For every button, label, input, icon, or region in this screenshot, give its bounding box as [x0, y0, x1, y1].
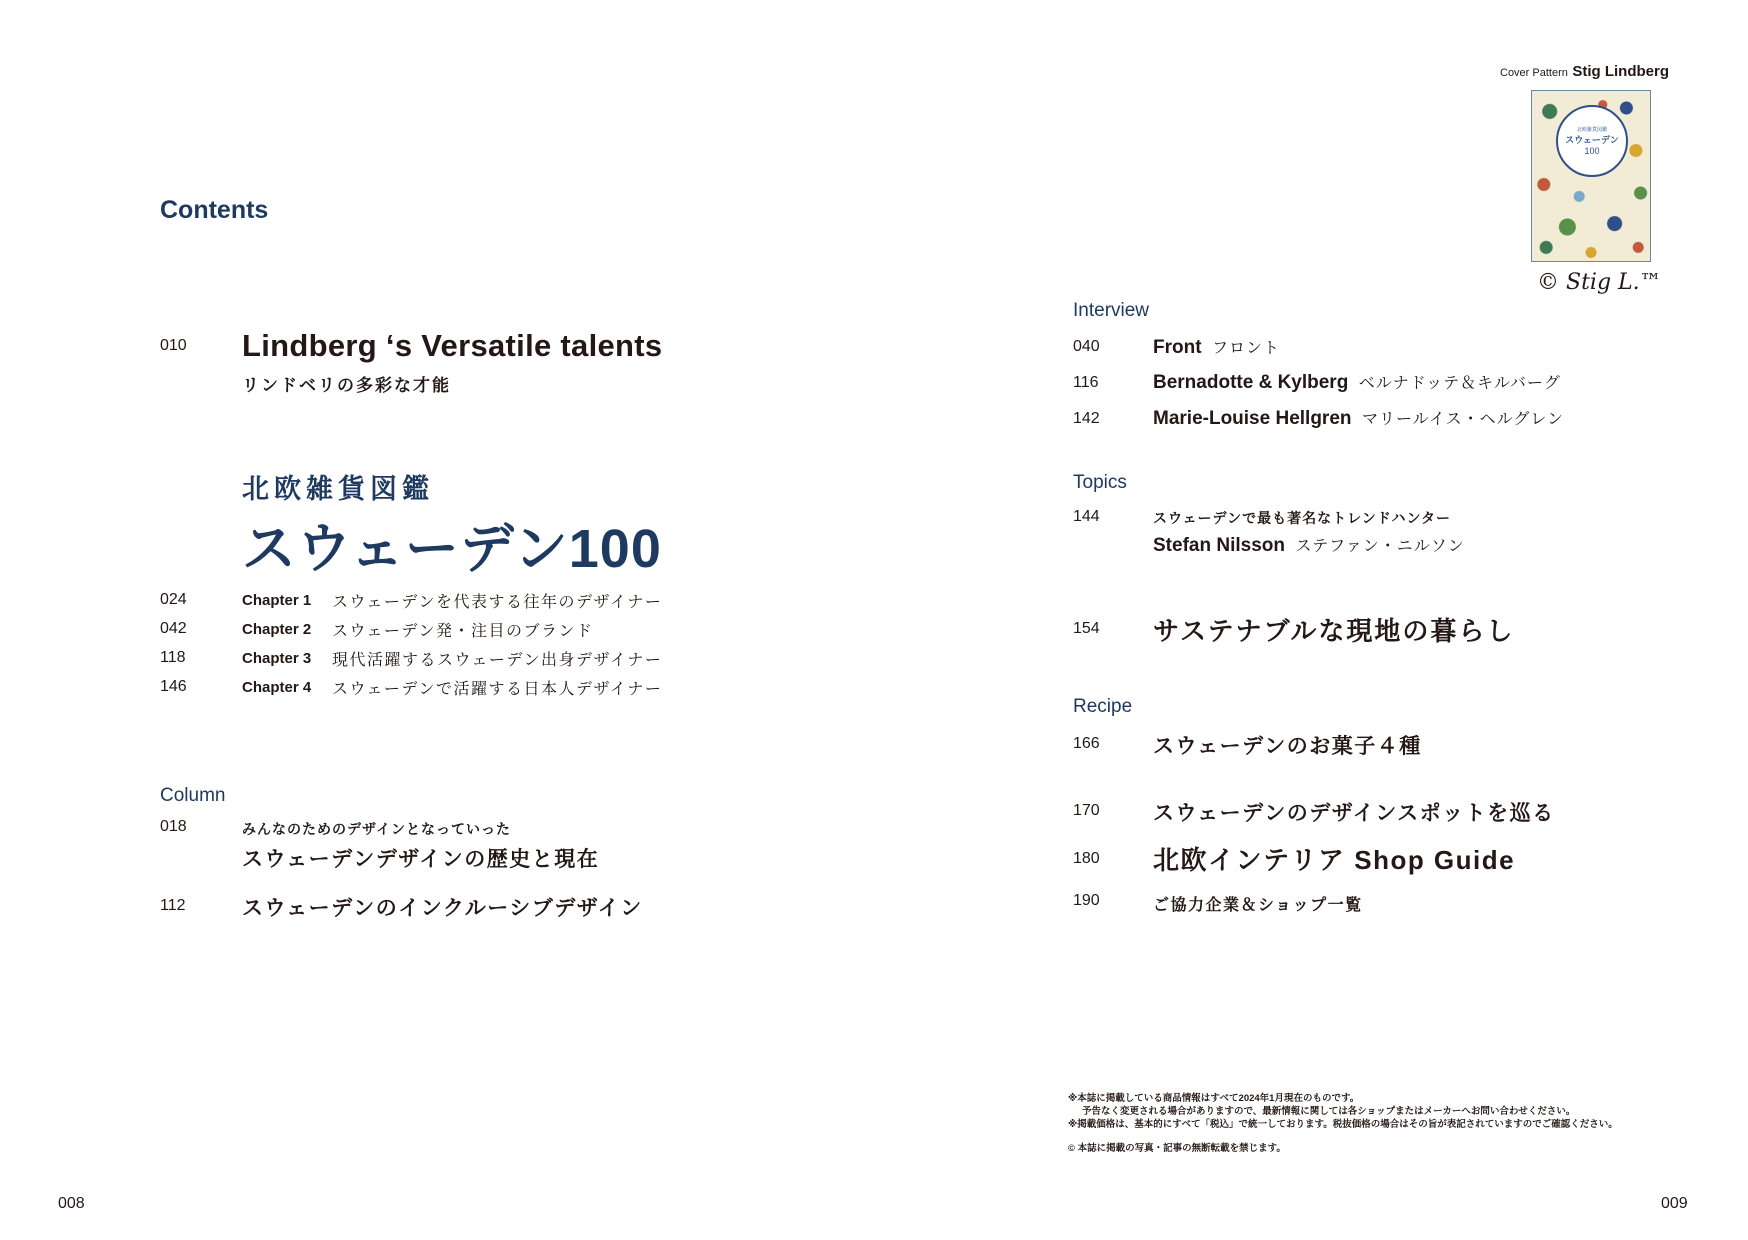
cover-credit-label: Cover Pattern	[1500, 67, 1568, 79]
chapter-row[interactable]	[160, 618, 594, 640]
chapter-title: スウェーデンで活躍する日本人デザイナー	[332, 680, 663, 698]
chapter-page: 118	[160, 649, 186, 666]
contents-heading: Contents	[160, 196, 269, 224]
chapter-page: 042	[160, 620, 187, 637]
chapter-page: 024	[160, 591, 187, 608]
page-number-left: 008	[58, 1195, 85, 1212]
interview-page-number[interactable]: 142	[1073, 410, 1100, 427]
recipe-page-number[interactable]: 166	[1073, 735, 1100, 752]
interview-item[interactable]	[1153, 406, 1564, 430]
recipe-title[interactable]: スウェーデンのお菓子４種	[1153, 735, 1422, 758]
other-page-number[interactable]: 180	[1073, 850, 1100, 867]
chapter-row[interactable]	[160, 647, 662, 669]
cover-credit-name: Stig Lindberg	[1572, 63, 1669, 80]
column-title[interactable]: スウェーデンデザインの歴史と現在	[242, 848, 600, 871]
column-page-number[interactable]: 112	[160, 897, 186, 914]
chapter-row[interactable]	[160, 676, 662, 698]
cover-credit	[1500, 63, 1669, 81]
cover-thumbnail	[1531, 90, 1651, 262]
interview-page-number[interactable]: 040	[1073, 338, 1100, 355]
interview-name: Bernadotte & Kylberg	[1153, 372, 1349, 393]
book-main-title: スウェーデン100	[242, 519, 662, 579]
chapter-label: Chapter 3	[242, 649, 312, 667]
topics-heading: Topics	[1073, 472, 1127, 493]
column-title[interactable]: スウェーデンのインクルーシブデザイン	[242, 897, 643, 920]
topics-kicker: スウェーデンで最も著名なトレンドハンター	[1153, 510, 1451, 526]
interview-item[interactable]	[1153, 335, 1280, 359]
other-page-number[interactable]: 170	[1073, 802, 1100, 819]
feature-title[interactable]: Lindberg ‘s Versatile talents	[242, 328, 663, 363]
other-title[interactable]: 北欧インテリア Shop Guide	[1153, 845, 1516, 875]
chapter-label: Chapter 4	[242, 678, 312, 696]
column-heading: Column	[160, 785, 226, 806]
chapter-label: Chapter 1	[242, 591, 312, 609]
other-title[interactable]: ご協力企業＆ショップ一覧	[1153, 897, 1363, 914]
recipe-heading: Recipe	[1073, 696, 1133, 717]
cover-signature: © Stig L.™	[1537, 270, 1662, 295]
topics-item[interactable]	[1153, 533, 1465, 557]
interview-heading: Interview	[1073, 300, 1150, 321]
copyright-note: © 本誌に掲載の写真・記事の無断転載を禁じます。	[1068, 1143, 1286, 1154]
topics-kana: ステファン・ニルソン	[1295, 538, 1465, 555]
chapter-title: スウェーデンを代表する往年のデザイナー	[332, 593, 663, 611]
other-title[interactable]: スウェーデンのデザインスポットを巡る	[1153, 802, 1555, 825]
book-series-title: 北欧雑貨図鑑	[242, 474, 434, 504]
column-page-number[interactable]: 018	[160, 818, 187, 835]
interview-name: Marie-Louise Hellgren	[1153, 408, 1352, 429]
chapter-title: スウェーデン発・注目のブランド	[332, 622, 594, 640]
chapter-page: 146	[160, 678, 187, 695]
topics-name: Stefan Nilsson	[1153, 535, 1285, 556]
other-page-number[interactable]: 190	[1073, 892, 1100, 909]
chapter-row[interactable]	[160, 589, 662, 611]
interview-name: Front	[1153, 337, 1202, 358]
page-number-right: 009	[1661, 1195, 1688, 1212]
note-line: ※本誌に掲載している商品情報はすべて2024年1月現在のものです。	[1068, 1093, 1360, 1104]
feature-page-number[interactable]: 010	[160, 337, 187, 354]
feature-subtitle: リンドベリの多彩な才能	[242, 376, 451, 395]
chapter-label: Chapter 2	[242, 620, 312, 638]
cover-title: スウェーデン	[1565, 135, 1619, 145]
feature2-page-number[interactable]: 154	[1073, 620, 1100, 637]
interview-item[interactable]	[1153, 370, 1561, 394]
chapter-title: 現代活躍するスウェーデン出身デザイナー	[332, 651, 663, 669]
note-line: ※掲載価格は、基本的にすべて「税込」で統一しております。税抜価格の場合はその旨が表記されていますのでご確認ください。	[1068, 1119, 1618, 1130]
interview-kana: フロント	[1212, 340, 1281, 357]
interview-page-number[interactable]: 116	[1073, 374, 1099, 391]
feature2-title[interactable]: サステナブルな現地の暮らし	[1153, 616, 1515, 646]
note-line: 予告なく変更される場合がありますので、最新情報に関しては各ショップまたはメーカーへお問い合わせください。	[1082, 1106, 1576, 1117]
cover-series: 北欧雑貨図鑑	[1576, 127, 1607, 133]
column-kicker: みんなのためのデザインとなっていった	[242, 821, 512, 837]
cover-title-badge	[1556, 105, 1628, 177]
interview-kana: マリールイス・ヘルグレン	[1361, 411, 1564, 428]
topics-page-number[interactable]: 144	[1073, 508, 1100, 525]
cover-number: 100	[1584, 146, 1600, 156]
interview-kana: ベルナドッテ＆キルバーグ	[1358, 375, 1561, 392]
